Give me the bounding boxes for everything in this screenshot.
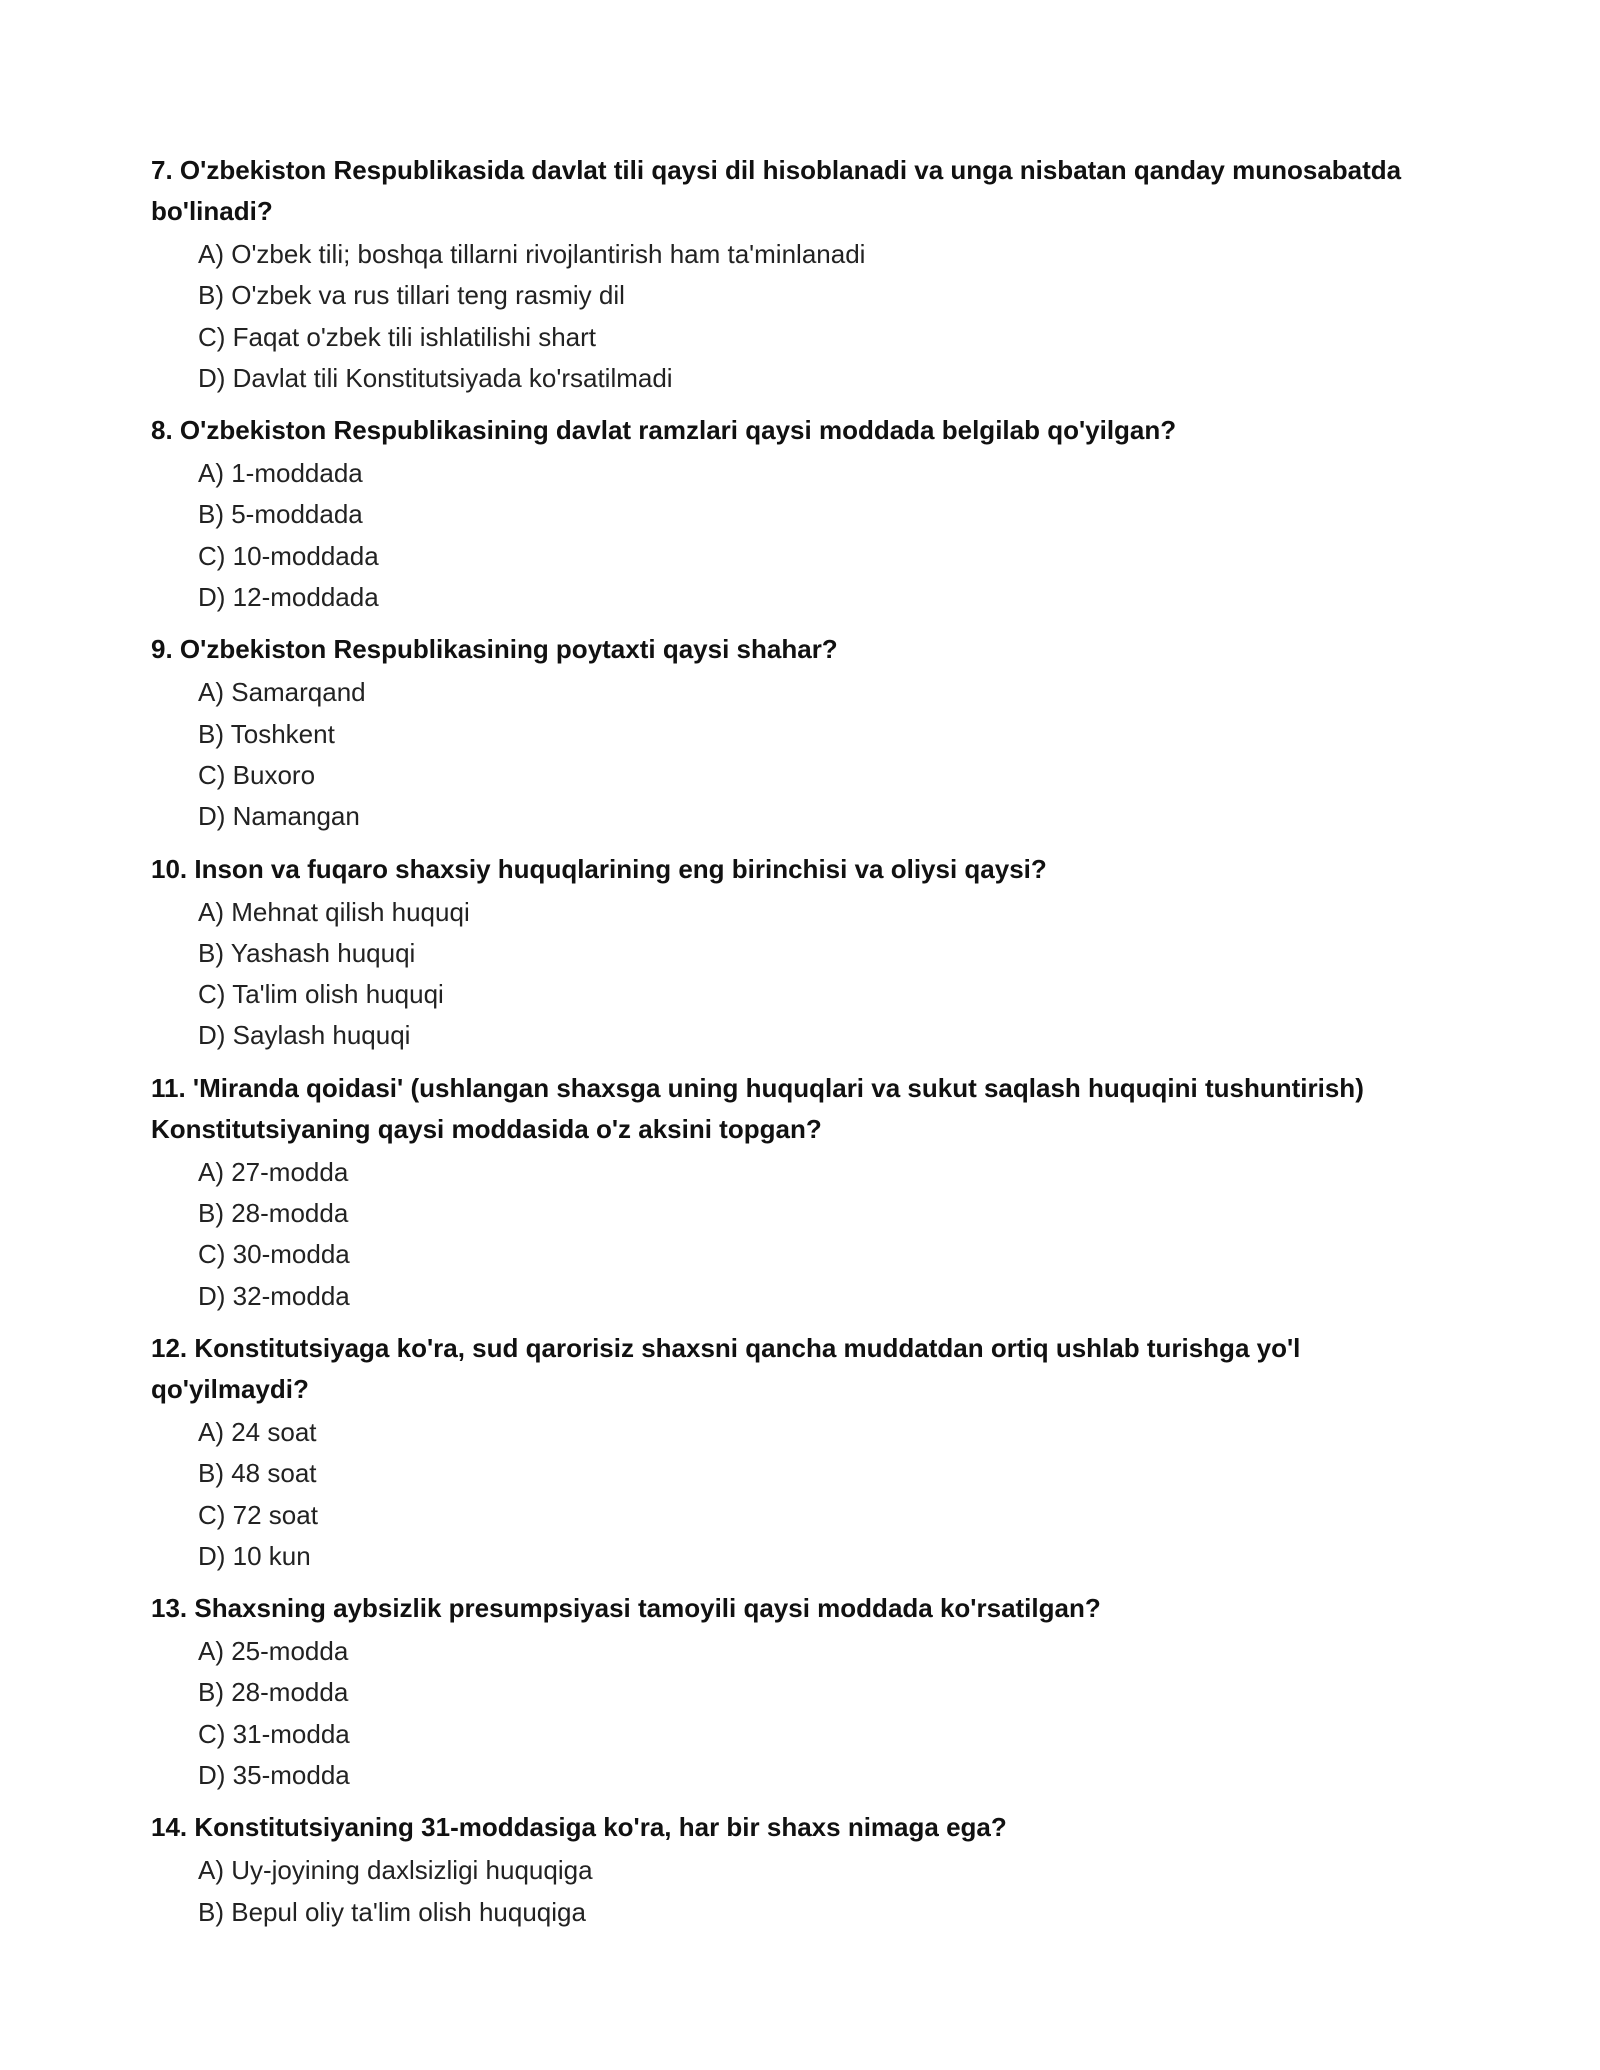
option-a: A) 1-moddada <box>198 458 363 489</box>
option-list <box>151 453 1451 618</box>
question-9 <box>151 629 1451 837</box>
question-14 <box>151 1807 1451 1933</box>
option-b: B) 28-modda <box>198 1677 349 1708</box>
option-c: C) 10-moddada <box>198 540 379 571</box>
question-12 <box>151 1328 1451 1577</box>
option-c: C) Buxoro <box>198 759 316 790</box>
option-list <box>151 1850 1451 1933</box>
option-c: C) Faqat o'zbek tili ishlatilishi shart <box>198 321 596 352</box>
option-c: C) 72 soat <box>198 1499 318 1530</box>
option-list <box>151 1152 1451 1317</box>
option-list <box>151 1412 1451 1577</box>
option-d: D) Saylash huquqi <box>198 1020 411 1051</box>
option-a: A) Uy-joyining daxlsizligi huquqiga <box>198 1855 593 1886</box>
option-b: B) O'zbek va rus tillari teng rasmiy dil <box>198 280 625 311</box>
option-a: A) Samarqand <box>198 677 366 708</box>
option-b: B) 28-modda <box>198 1198 349 1229</box>
option-a: A) 24 soat <box>198 1416 317 1447</box>
option-list <box>151 234 1451 399</box>
option-d: D) 12-moddada <box>198 582 379 613</box>
question-text: 9. O'zbekiston Respublikasining poytaxti qaysi shahar? <box>151 634 838 665</box>
option-list <box>151 1631 1451 1796</box>
question-text: 7. O'zbekiston Respublikasida davlat tili qaysi dil hisoblanadi va unga nisbatan qanday munosabatda bo'linadi? <box>151 155 1402 226</box>
option-list <box>151 672 1451 837</box>
option-a: A) O'zbek tili; boshqa tillarni rivojlantirish ham ta'minlanadi <box>198 239 866 269</box>
option-b: B) 48 soat <box>198 1458 317 1489</box>
question-text: 12. Konstitutsiyaga ko'ra, sud qarorisiz shaxsni qancha muddatdan ortiq ushlab turishga yo'l qo'yilmaydi? <box>151 1332 1301 1404</box>
question-13 <box>151 1588 1451 1796</box>
option-c: C) 30-modda <box>198 1239 350 1270</box>
option-c: C) Ta'lim olish huquqi <box>198 979 444 1010</box>
question-text: 11. 'Miranda qoidasi' (ushlangan shaxsga uning huquqlari va sukut saqlash huquqini tushuntirish) Konstitutsiyaning qaysi moddasida o'z aksini topgan? <box>151 1072 1364 1144</box>
option-d: D) 32-modda <box>198 1280 350 1311</box>
option-d: D) 10 kun <box>198 1540 311 1571</box>
option-c: C) 31-modda <box>198 1718 350 1749</box>
question-11 <box>151 1068 1451 1317</box>
question-10 <box>151 849 1451 1057</box>
question-text: 14. Konstitutsiyaning 31-moddasiga ko'ra, har bir shaxs nimaga ega? <box>151 1812 1007 1843</box>
option-d: D) 35-modda <box>198 1760 350 1791</box>
question-8 <box>151 410 1451 618</box>
option-a: A) 27-modda <box>198 1156 349 1187</box>
option-list <box>151 892 1451 1057</box>
question-list <box>151 150 1451 1944</box>
question-text: 13. Shaxsning aybsizlik presumpsiyasi tamoyili qaysi moddada ko'rsatilgan? <box>151 1593 1101 1624</box>
option-d: D) Davlat tili Konstitutsiyada ko'rsatilmadi <box>198 362 673 393</box>
option-a: A) 25-modda <box>198 1636 349 1667</box>
option-b: B) Bepul oliy ta'lim olish huquqiga <box>198 1896 586 1927</box>
option-d: D) Namangan <box>198 801 360 832</box>
question-7 <box>151 150 1451 399</box>
option-a: A) Mehnat qilish huquqi <box>198 896 470 927</box>
option-b: B) Toshkent <box>198 718 335 749</box>
question-text: 8. O'zbekiston Respublikasining davlat ramzlari qaysi moddada belgilab qo'yilgan? <box>151 415 1177 446</box>
option-b: B) Yashash huquqi <box>198 937 416 968</box>
option-b: B) 5-moddada <box>198 499 363 530</box>
question-text: 10. Inson va fuqaro shaxsiy huquqlarining eng birinchisi va oliysi qaysi? <box>151 853 1047 884</box>
